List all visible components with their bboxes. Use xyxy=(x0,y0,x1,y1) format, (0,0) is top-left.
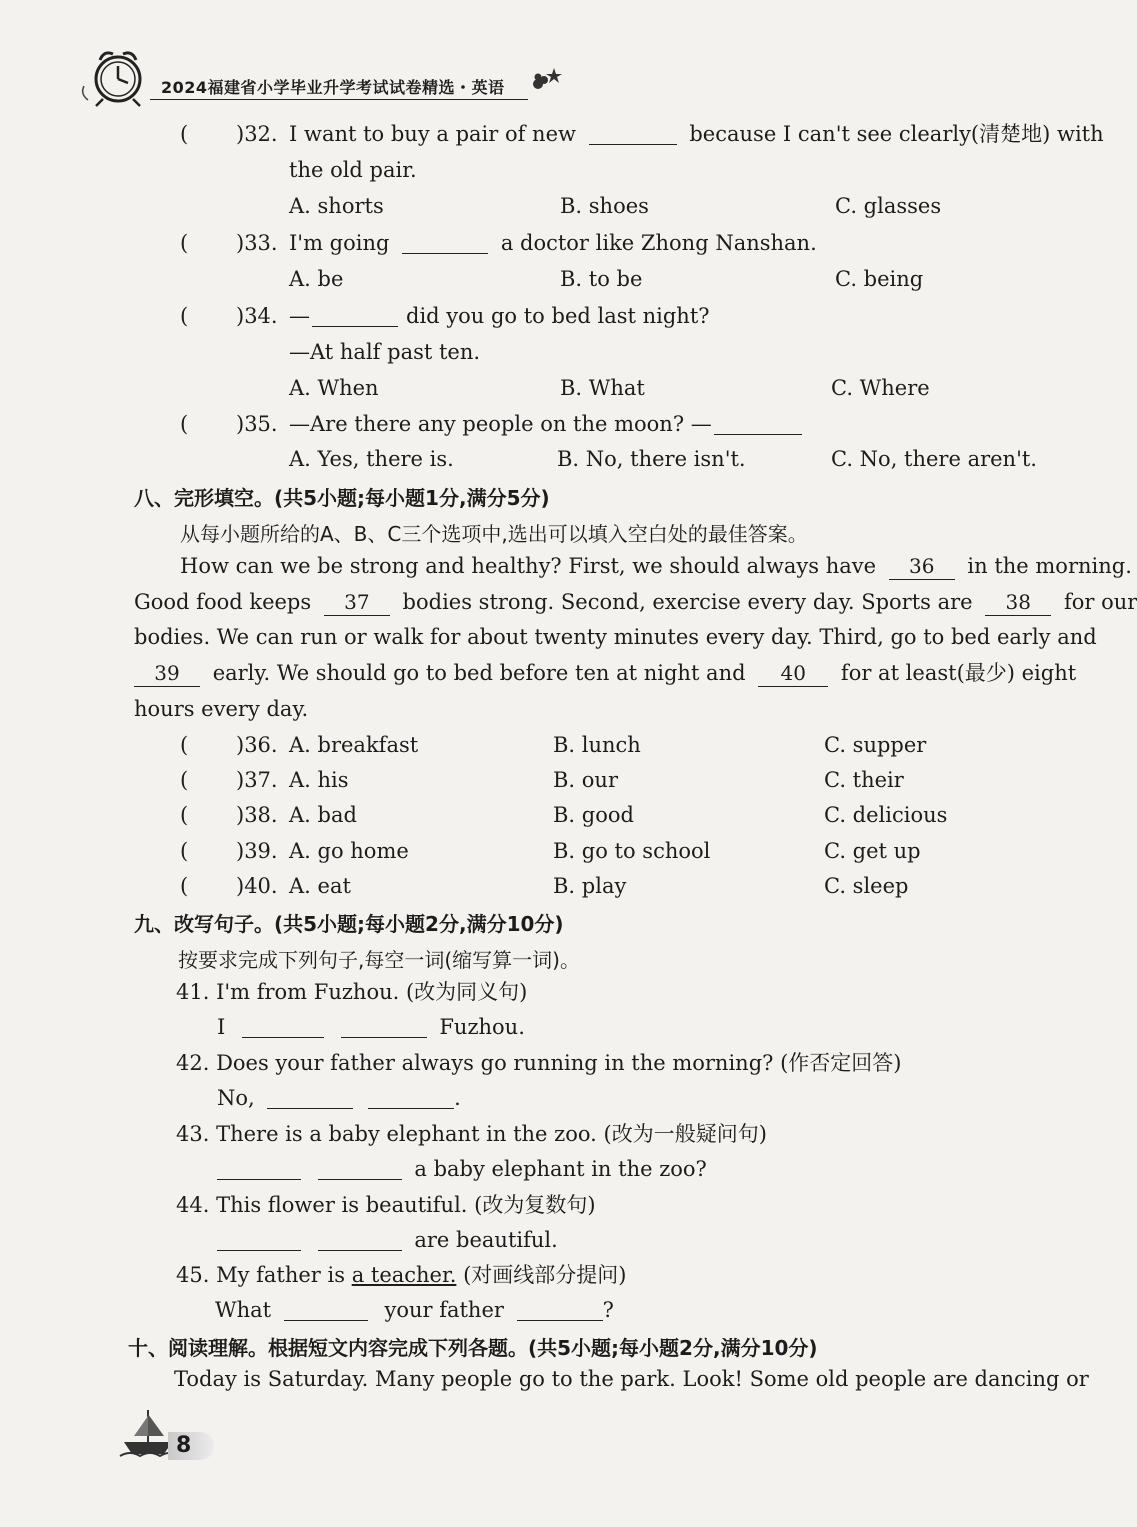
question-text: — xyxy=(289,304,310,328)
option-b: B. go to school xyxy=(553,839,711,863)
question-number: )39. xyxy=(236,839,278,863)
answer-blank[interactable] xyxy=(217,1159,301,1180)
passage-text: early. We should go to bed before ten at night and xyxy=(212,661,746,685)
flower-ornament-icon xyxy=(528,64,564,98)
blank-39[interactable]: 39 xyxy=(134,660,200,687)
answer-paren: ( xyxy=(180,803,189,827)
question-45 xyxy=(176,1262,626,1288)
page-number: 8 xyxy=(176,1433,192,1458)
option-a: A. breakfast xyxy=(289,733,419,757)
answer-paren: ( xyxy=(180,412,189,436)
answer-blank[interactable] xyxy=(341,1017,427,1038)
option-b: B. shoes xyxy=(560,194,649,218)
section-10-heading: 十、阅读理解。根据短文内容完成下列各题。(共5小题;每小题2分,满分10分) xyxy=(128,1336,818,1360)
answer-paren: ( xyxy=(180,874,189,898)
question-text: because I can't see clearly(清楚地) with xyxy=(689,122,1104,146)
option-a: A. be xyxy=(289,267,344,291)
blank-36[interactable]: 36 xyxy=(889,553,955,580)
answer-paren: ( xyxy=(180,304,189,328)
option-b: B. play xyxy=(553,874,627,898)
answer-blank[interactable] xyxy=(312,306,398,327)
question-text: a doctor like Zhong Nanshan. xyxy=(500,231,817,255)
passage-text: bodies. We can run or walk for about twenty minutes every day. Third, go to bed early and xyxy=(134,625,1097,649)
answer-paren: ( xyxy=(180,733,189,757)
option-c: C. sleep xyxy=(824,874,909,898)
option-a: A. bad xyxy=(289,803,357,827)
blank-38[interactable]: 38 xyxy=(985,589,1051,616)
question-number: )34. xyxy=(236,304,278,328)
option-b: B. lunch xyxy=(553,733,641,757)
option-a: A. eat xyxy=(289,874,351,898)
section-8-heading: 八、完形填空。(共5小题;每小题1分,满分5分) xyxy=(134,486,550,510)
option-a: A. When xyxy=(289,376,379,400)
answer-blank[interactable] xyxy=(318,1159,402,1180)
passage-text: hours every day. xyxy=(134,697,309,721)
header-rule xyxy=(150,99,528,100)
header-title: 2024福建省小学毕业升学考试试卷精选・英语 xyxy=(161,78,505,97)
question-number: )38. xyxy=(236,803,278,827)
question-text: did you go to bed last night? xyxy=(406,304,710,328)
answer-blank[interactable] xyxy=(318,1230,402,1251)
option-a: A. Yes, there is. xyxy=(289,447,454,471)
answer-blank[interactable] xyxy=(368,1088,454,1109)
underlined-phrase: a teacher. xyxy=(351,1263,457,1287)
question-44: 44. This flower is beautiful. (改为复数句) xyxy=(176,1193,596,1217)
blank-37[interactable]: 37 xyxy=(324,589,390,616)
passage-text: for at least(最少) eight xyxy=(840,661,1077,685)
section-9-instruction: 按要求完成下列句子,每空一词(缩写算一词)。 xyxy=(178,948,580,972)
question-number: )32. xyxy=(236,122,278,146)
question-number: )36. xyxy=(236,733,278,757)
question-text: I'm going xyxy=(289,231,390,255)
question-hint: (对画线部分提问) xyxy=(456,1263,627,1287)
question-text-line2: the old pair. xyxy=(289,158,417,182)
blank-40[interactable]: 40 xyxy=(758,660,828,687)
option-c: C. glasses xyxy=(835,194,942,218)
option-c: C. delicious xyxy=(824,803,948,827)
answer-blank[interactable] xyxy=(402,233,488,254)
answer-paren: ( xyxy=(180,231,189,255)
option-b: B. What xyxy=(560,376,645,400)
question-41: 41. I'm from Fuzhou. (改为同义句) xyxy=(176,980,528,1004)
answer-paren: ( xyxy=(180,122,189,146)
question-number: )33. xyxy=(236,231,278,255)
answer-blank[interactable] xyxy=(242,1017,324,1038)
answer-blank[interactable] xyxy=(217,1230,301,1251)
option-c: C. being xyxy=(835,267,924,291)
section-8-instruction: 从每小题所给的A、B、C三个选项中,选出可以填入空白处的最佳答案。 xyxy=(180,522,808,546)
question-text-line2: —At half past ten. xyxy=(289,340,481,364)
question-number: )40. xyxy=(236,874,278,898)
answer-suffix: ? xyxy=(602,1298,614,1322)
question-number: )35. xyxy=(236,412,278,436)
option-b: B. our xyxy=(553,768,618,792)
option-b: B. to be xyxy=(560,267,643,291)
question-text: 45. My father is xyxy=(176,1263,352,1287)
answer-prefix: No, xyxy=(217,1086,255,1110)
answer-prefix: I xyxy=(217,1015,226,1039)
option-c: C. get up xyxy=(824,839,921,863)
question-text: —Are there any people on the moon? — xyxy=(289,412,712,436)
alarm-clock-icon xyxy=(78,46,148,112)
passage-text: in the morning. xyxy=(967,554,1132,578)
option-c: C. No, there aren't. xyxy=(831,447,1037,471)
option-c: C. supper xyxy=(824,733,927,757)
answer-blank[interactable] xyxy=(267,1088,353,1109)
option-c: C. their xyxy=(824,768,904,792)
section-9-heading: 九、改写句子。(共5小题;每小题2分,满分10分) xyxy=(134,912,564,936)
option-a: A. shorts xyxy=(289,194,384,218)
answer-blank[interactable] xyxy=(589,124,677,145)
question-number: )37. xyxy=(236,768,278,792)
answer-suffix: . xyxy=(454,1086,461,1110)
answer-prefix: What xyxy=(215,1298,272,1322)
answer-text: your father xyxy=(384,1298,504,1322)
answer-suffix: are beautiful. xyxy=(414,1228,558,1252)
answer-suffix: a baby elephant in the zoo? xyxy=(414,1157,707,1181)
answer-blank[interactable] xyxy=(714,414,802,435)
passage-text: How can we be strong and healthy? First, we should always have xyxy=(180,554,877,578)
answer-blank[interactable] xyxy=(284,1300,368,1321)
option-a: A. his xyxy=(289,768,349,792)
option-b: B. good xyxy=(553,803,634,827)
answer-paren: ( xyxy=(180,768,189,792)
passage-text: for our xyxy=(1063,590,1137,614)
question-43: 43. There is a baby elephant in the zoo. (改为一般疑问句) xyxy=(176,1122,767,1146)
question-42: 42. Does your father always go running in the morning? (作否定回答) xyxy=(176,1051,902,1075)
reading-passage-line: Today is Saturday. Many people go to the park. Look! Some old people are dancing or xyxy=(174,1367,1089,1391)
passage-text: Good food keeps xyxy=(134,590,312,614)
question-text: I want to buy a pair of new xyxy=(289,122,576,146)
passage-text: bodies strong. Second, exercise every day. Sports are xyxy=(402,590,973,614)
option-b: B. No, there isn't. xyxy=(557,447,746,471)
answer-blank[interactable] xyxy=(517,1300,603,1321)
option-a: A. go home xyxy=(289,839,409,863)
option-c: C. Where xyxy=(831,376,930,400)
answer-suffix: Fuzhou. xyxy=(439,1015,525,1039)
answer-paren: ( xyxy=(180,839,189,863)
